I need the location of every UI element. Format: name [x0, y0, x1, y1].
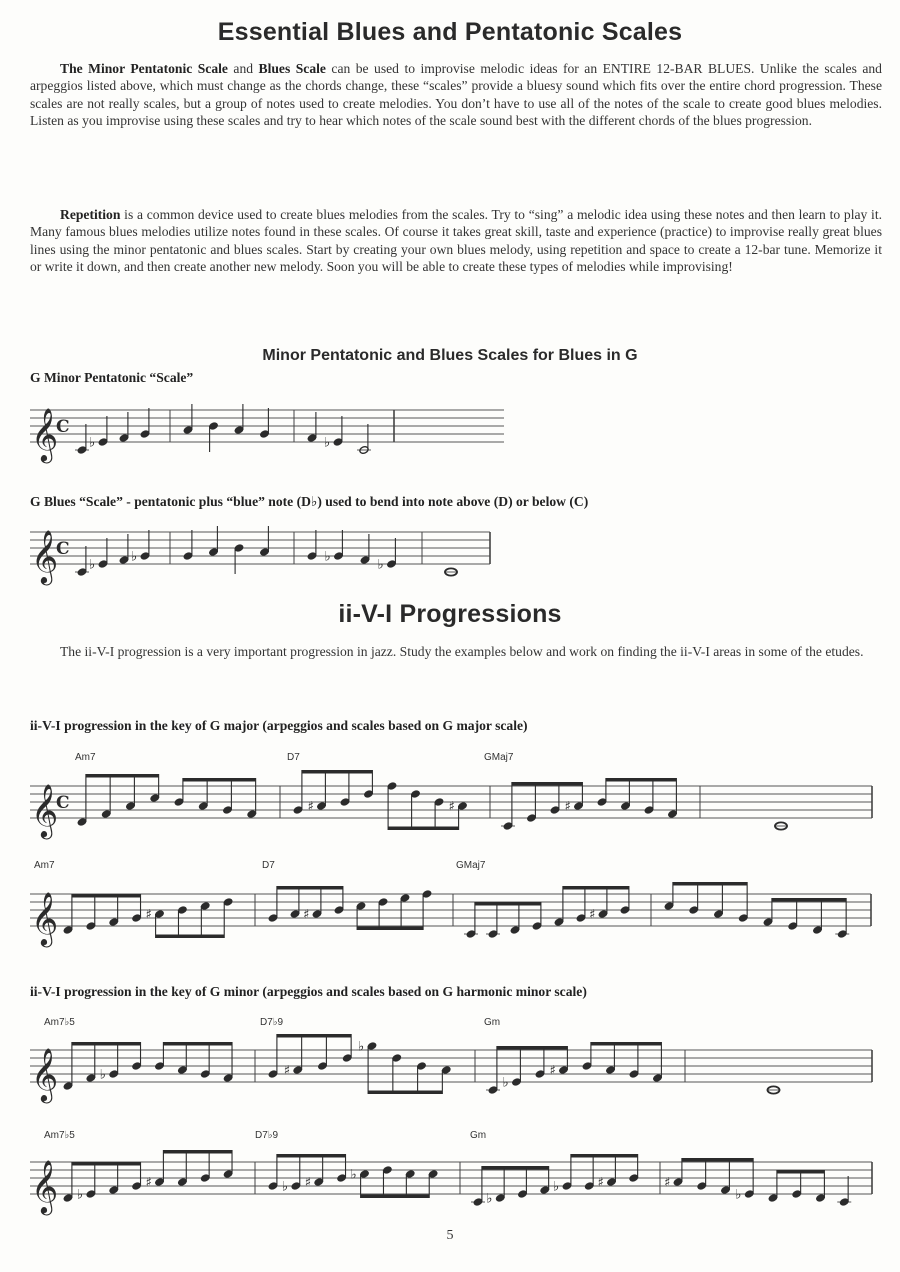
flat-icon: ♭ — [324, 549, 331, 565]
staff-blues — [30, 522, 770, 592]
note-beam — [277, 1154, 346, 1158]
chord-d7: D7 — [287, 752, 300, 763]
music-note — [553, 1180, 572, 1195]
paragraph-repetition: Repetition is a common device used to create blues melodies from the scales. Try to “sing” a melodic idea using these notes and then learn to play it. Many famous blues melodies utilize notes found in these scales. Of course it takes great skill, taste and experience (practice) to improvise really great blues lines using the minor pentatonic and blues scales. Start by creating your own blues melody, using repetition and space to create a 12-bar tune. Memorize it or write it down, and then create another new melody. Soon you will be able to create these types of melodies while improvising! — [30, 207, 882, 275]
note-beam — [277, 886, 343, 890]
note-beam — [777, 1170, 825, 1174]
flat-icon: ♭ — [553, 1179, 560, 1195]
treble-clef-icon: 𝄞 — [31, 783, 59, 837]
label-major-progression: ii-V-I progression in the key of G major (arpeggios and scales based on G major scale) — [30, 718, 528, 733]
music-note — [471, 1198, 485, 1207]
flat-icon: ♭ — [350, 1167, 357, 1183]
note-beam — [277, 1034, 351, 1038]
note-beam — [86, 774, 159, 778]
note-beam — [357, 927, 423, 931]
flat-icon: ♭ — [377, 557, 384, 573]
note-beam — [563, 886, 629, 890]
paragraph-ii-v-i: The ii-V-I progression is a very important progression in jazz. Study the examples below and work on finding the ii-V-I areas in some of the etudes. — [60, 644, 864, 659]
common-time-icon: C — [56, 539, 70, 559]
music-note — [325, 550, 344, 565]
music-note — [774, 822, 788, 829]
note-beam — [682, 1158, 753, 1162]
music-note — [75, 446, 89, 455]
flat-icon: ♭ — [358, 1039, 365, 1055]
music-note — [464, 930, 478, 939]
treble-clef-icon: 𝄞 — [31, 1159, 59, 1213]
sharp-icon: ♯ — [589, 907, 596, 923]
chord-am7b5: Am7♭5 — [44, 1130, 75, 1141]
sharp-icon: ♯ — [145, 907, 152, 923]
note-beam — [163, 1150, 232, 1154]
sharp-icon: ♯ — [448, 799, 455, 815]
note-beam — [673, 882, 747, 886]
label-g-minor-pentatonic: G Minor Pentatonic “Scale” — [30, 370, 194, 385]
staff-minor-line-1 — [30, 1040, 882, 1110]
sharp-icon: ♯ — [283, 1063, 291, 1079]
page-title: Essential Blues and Pentatonic Scales — [217, 18, 683, 46]
music-note — [100, 1068, 119, 1083]
note-beam — [361, 1195, 430, 1199]
flat-icon: ♭ — [281, 1179, 289, 1195]
note-beam — [388, 827, 459, 831]
note-beam — [482, 1166, 549, 1170]
music-note — [89, 558, 108, 573]
chord-gmaj7: GMaj7 — [456, 860, 486, 871]
music-note — [324, 436, 343, 451]
music-note — [357, 446, 371, 455]
note-beam — [72, 1162, 141, 1166]
music-note — [767, 1086, 781, 1093]
flat-icon: ♭ — [735, 1187, 742, 1203]
music-note — [282, 1180, 301, 1195]
flat-icon: ♭ — [89, 435, 96, 451]
sharp-icon: ♯ — [549, 1063, 556, 1079]
music-note — [89, 436, 108, 451]
music-note — [378, 558, 397, 573]
staff-minor-line-2 — [30, 1152, 882, 1222]
note-beam — [475, 902, 541, 906]
note-beam — [606, 778, 677, 782]
label-g-blues-scale: G Blues “Scale” - pentatonic plus “blue” note (D♭) used to bend into note above (D) or below (C) — [30, 494, 589, 509]
staff-major-line-1 — [30, 776, 882, 846]
music-note — [131, 550, 150, 565]
term-minor-pentatonic: The Minor Pentatonic Scale — [60, 61, 228, 76]
flat-icon: ♭ — [89, 557, 96, 573]
sharp-icon: ♯ — [597, 1175, 604, 1191]
treble-clef-icon: 𝄞 — [31, 1047, 59, 1101]
music-note — [503, 1076, 522, 1091]
page-number: 5 — [446, 1228, 454, 1243]
music-note — [735, 1188, 754, 1203]
chord-gm: Gm — [484, 1017, 501, 1028]
flat-icon: ♭ — [76, 1187, 84, 1203]
common-time-icon: C — [56, 417, 70, 437]
sharp-icon: ♯ — [303, 907, 310, 923]
music-note — [77, 1188, 96, 1203]
note-beam — [302, 770, 373, 774]
common-time-icon: C — [56, 793, 70, 813]
flat-icon: ♭ — [131, 549, 138, 565]
sharp-icon: ♯ — [564, 799, 571, 815]
staff-major-line-2 — [30, 884, 882, 954]
music-note — [444, 568, 458, 575]
note-beam — [72, 1042, 141, 1046]
chord-d7b9: D7♭9 — [255, 1130, 279, 1141]
section-subtitle: Minor Pentatonic and Blues Scales for Blues in G — [262, 347, 638, 364]
note-beam — [183, 778, 256, 782]
chord-d7: D7 — [262, 860, 275, 871]
chord-d7b9: D7♭9 — [260, 1017, 284, 1028]
treble-clef-icon: 𝄞 — [31, 529, 59, 583]
sharp-icon: ♯ — [145, 1175, 152, 1191]
note-beam — [156, 935, 225, 939]
note-beam — [591, 1042, 662, 1046]
treble-clef-icon: 𝄞 — [31, 407, 59, 461]
paragraph-intro: The Minor Pentatonic Scale and Blues Scale can be used to improvise melodic ideas for an ENTIRE 12-BAR BLUES. Unlike the scales and arpeggios listed above, which must change as the chords change, these “scales” provide a bluesy sound which fits over the entire chord progression. These scales are not really scales, but a group of notes used to create melodies. You don’t have to use all of the notes of the scale to create good blues melodies. Listen as you improvise using these scales and try to hear which notes of the scale sound best with the different chords of the blues progression. — [30, 61, 882, 129]
flat-icon: ♭ — [99, 1067, 106, 1083]
flat-icon: ♭ — [486, 1191, 493, 1207]
note-beam — [368, 1091, 442, 1095]
chord-gm: Gm — [470, 1130, 487, 1141]
staff-pentatonic — [30, 400, 640, 470]
treble-clef-icon: 𝄞 — [31, 891, 59, 945]
chord-am7: Am7 — [34, 860, 55, 871]
chord-am7b5: Am7♭5 — [44, 1017, 75, 1028]
note-beam — [72, 894, 141, 898]
flat-icon: ♭ — [324, 435, 331, 451]
music-note — [486, 930, 500, 939]
chord-am7: Am7 — [75, 752, 96, 763]
note-beam — [772, 898, 846, 902]
flat-icon: ♭ — [502, 1075, 509, 1091]
label-minor-progression: ii-V-I progression in the key of G minor (arpeggios and scales based on G harmonic minor scale) — [30, 984, 587, 999]
music-note — [835, 930, 849, 939]
music-note — [75, 568, 89, 577]
music-note — [837, 1198, 851, 1207]
chord-gmaj7: GMaj7 — [484, 752, 514, 763]
note-beam — [571, 1154, 638, 1158]
sharp-icon: ♯ — [307, 799, 314, 815]
music-note — [501, 822, 515, 831]
note-beam — [163, 1042, 232, 1046]
note-beam — [512, 782, 583, 786]
term-repetition: Repetition — [60, 207, 121, 222]
sharp-icon: ♯ — [664, 1175, 671, 1191]
term-blues-scale: Blues Scale — [258, 61, 326, 76]
music-note — [486, 1086, 500, 1095]
section-title-ii-v-i: ii-V-I Progressions — [338, 600, 562, 628]
sharp-icon: ♯ — [304, 1175, 312, 1191]
note-beam — [497, 1046, 568, 1050]
